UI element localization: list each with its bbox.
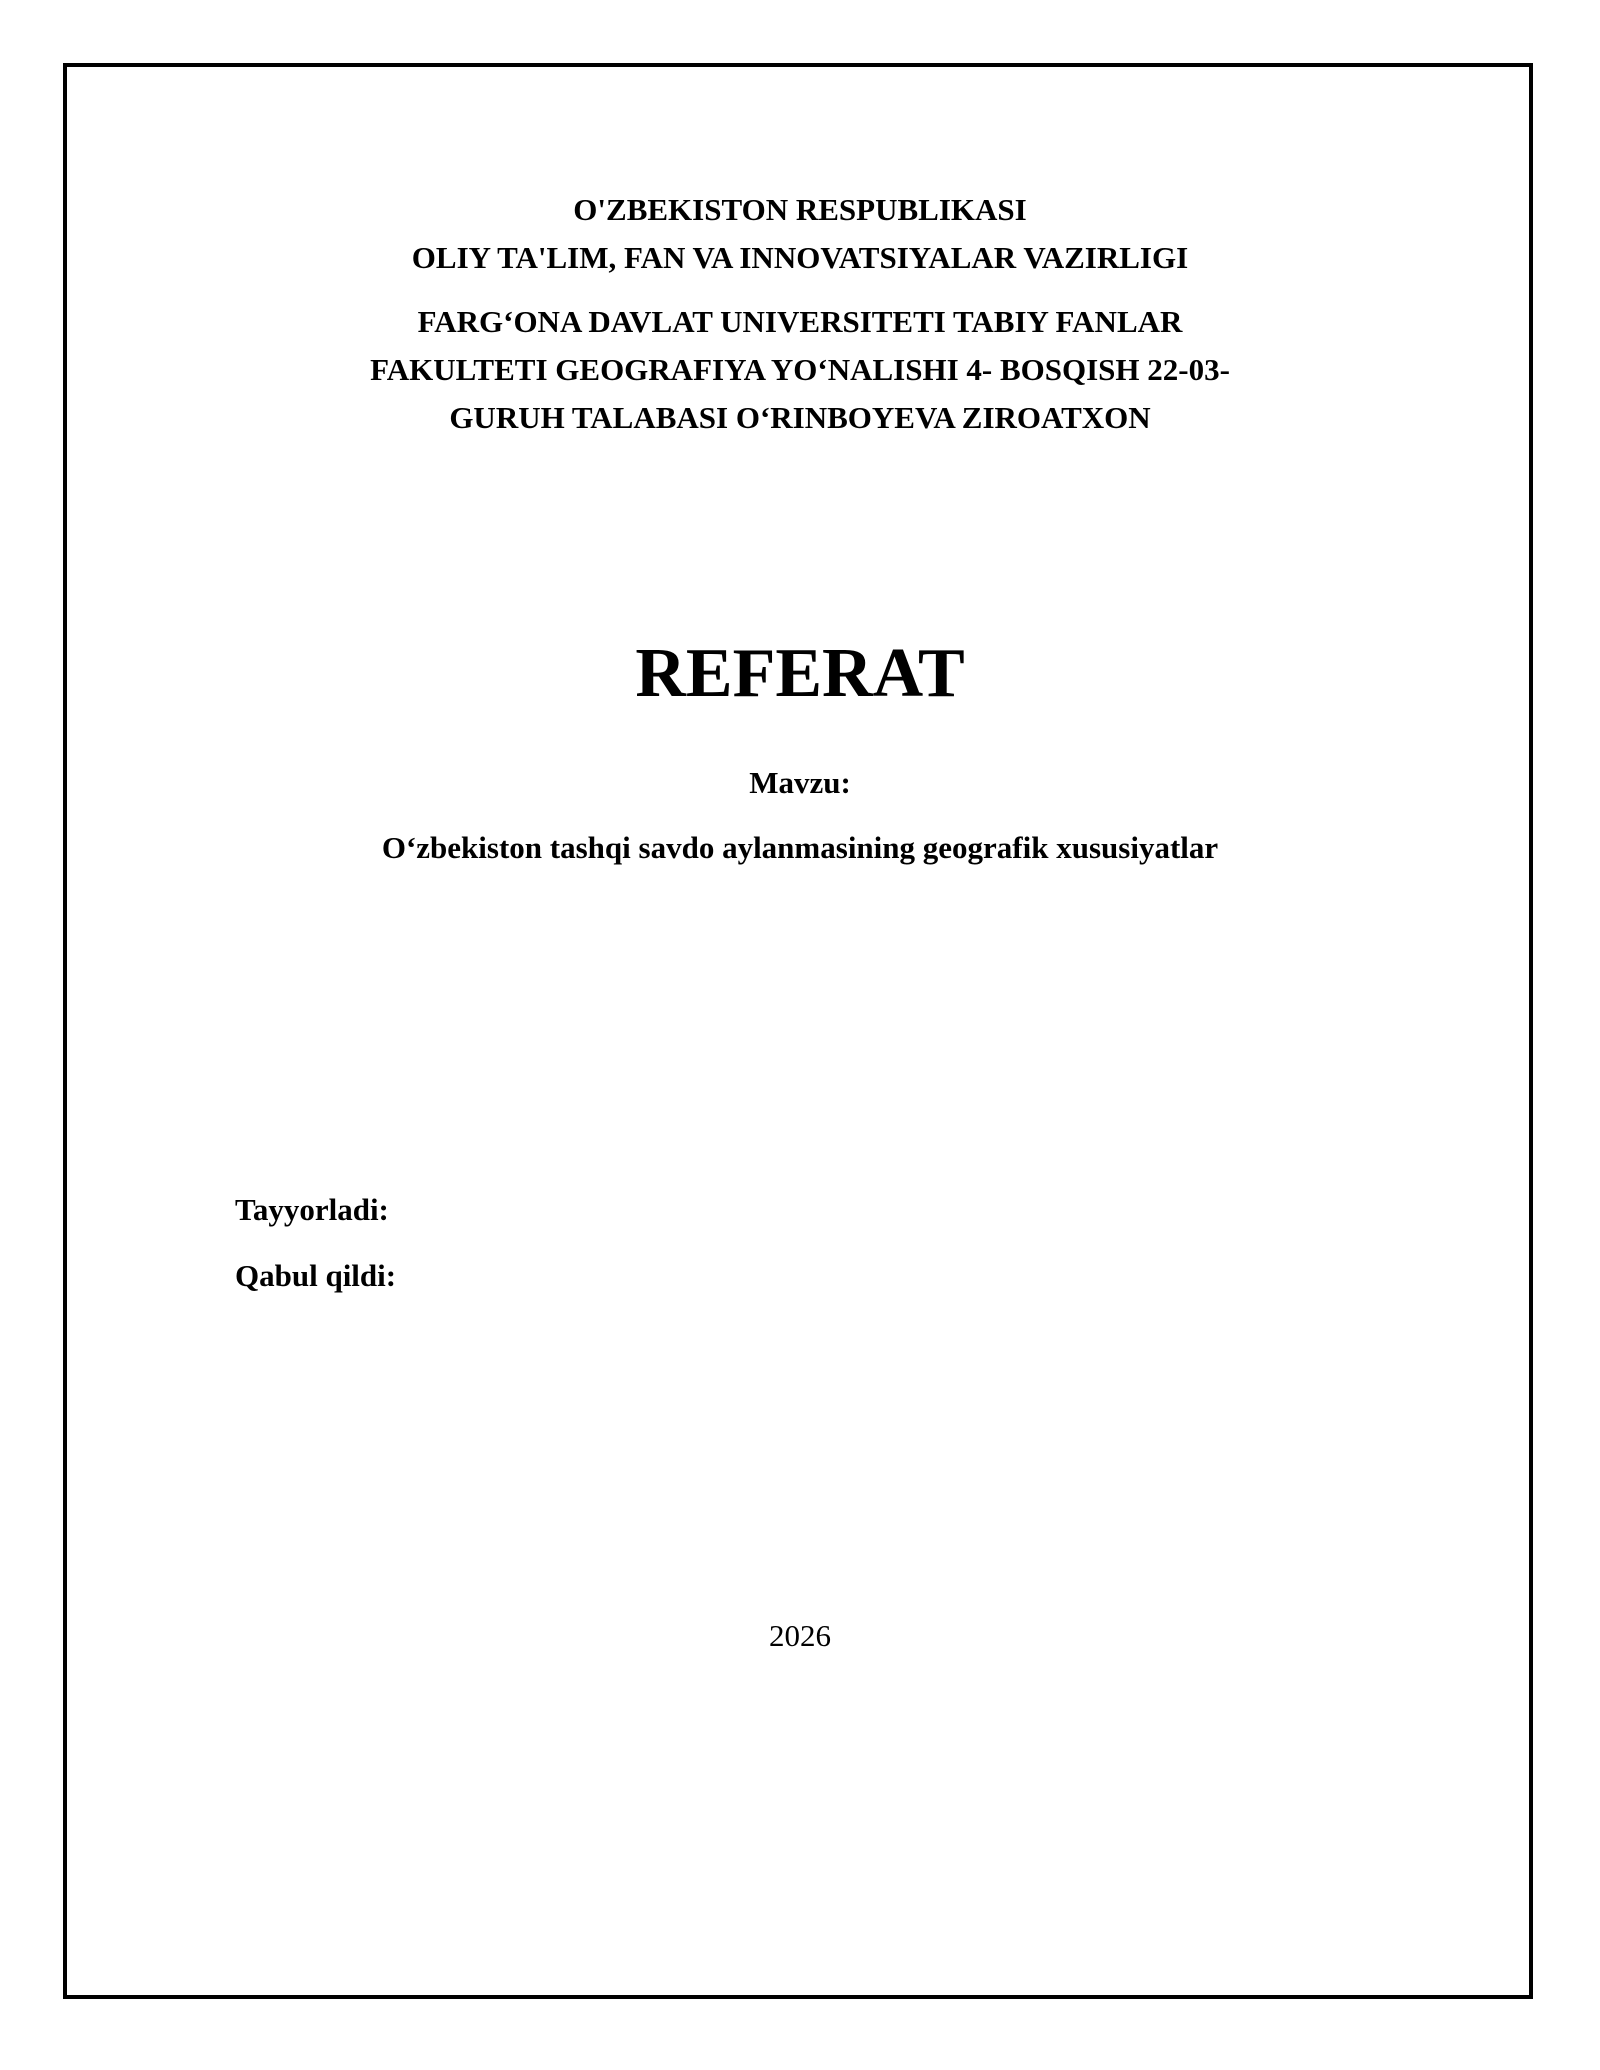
prepared-by-label: Tayyorladi:: [235, 1192, 389, 1227]
faculty-line: FAKULTETI GEOGRAFIYA YO‘NALISHI 4- BOSQISH 22-03-: [370, 352, 1230, 387]
topic-label: Mavzu:: [749, 765, 851, 800]
year: 2026: [769, 1618, 831, 1653]
accepted-by-label: Qabul qildi:: [235, 1258, 397, 1293]
document-title: REFERAT: [635, 635, 965, 712]
topic-text: O‘zbekiston tashqi savdo aylanmasining geografik xususiyatlar: [381, 830, 1219, 865]
university-line: FARG‘ONA DAVLAT UNIVERSITETI TABIY FANLAR: [417, 304, 1183, 339]
country-name: O'ZBEKISTON RESPUBLIKASI: [573, 192, 1027, 227]
student-line: GURUH TALABASI O‘RINBOYEVA ZIROATXON: [449, 400, 1151, 435]
ministry-name: OLIY TA'LIM, FAN VA INNOVATSIYALAR VAZIRLIGI: [411, 240, 1189, 275]
